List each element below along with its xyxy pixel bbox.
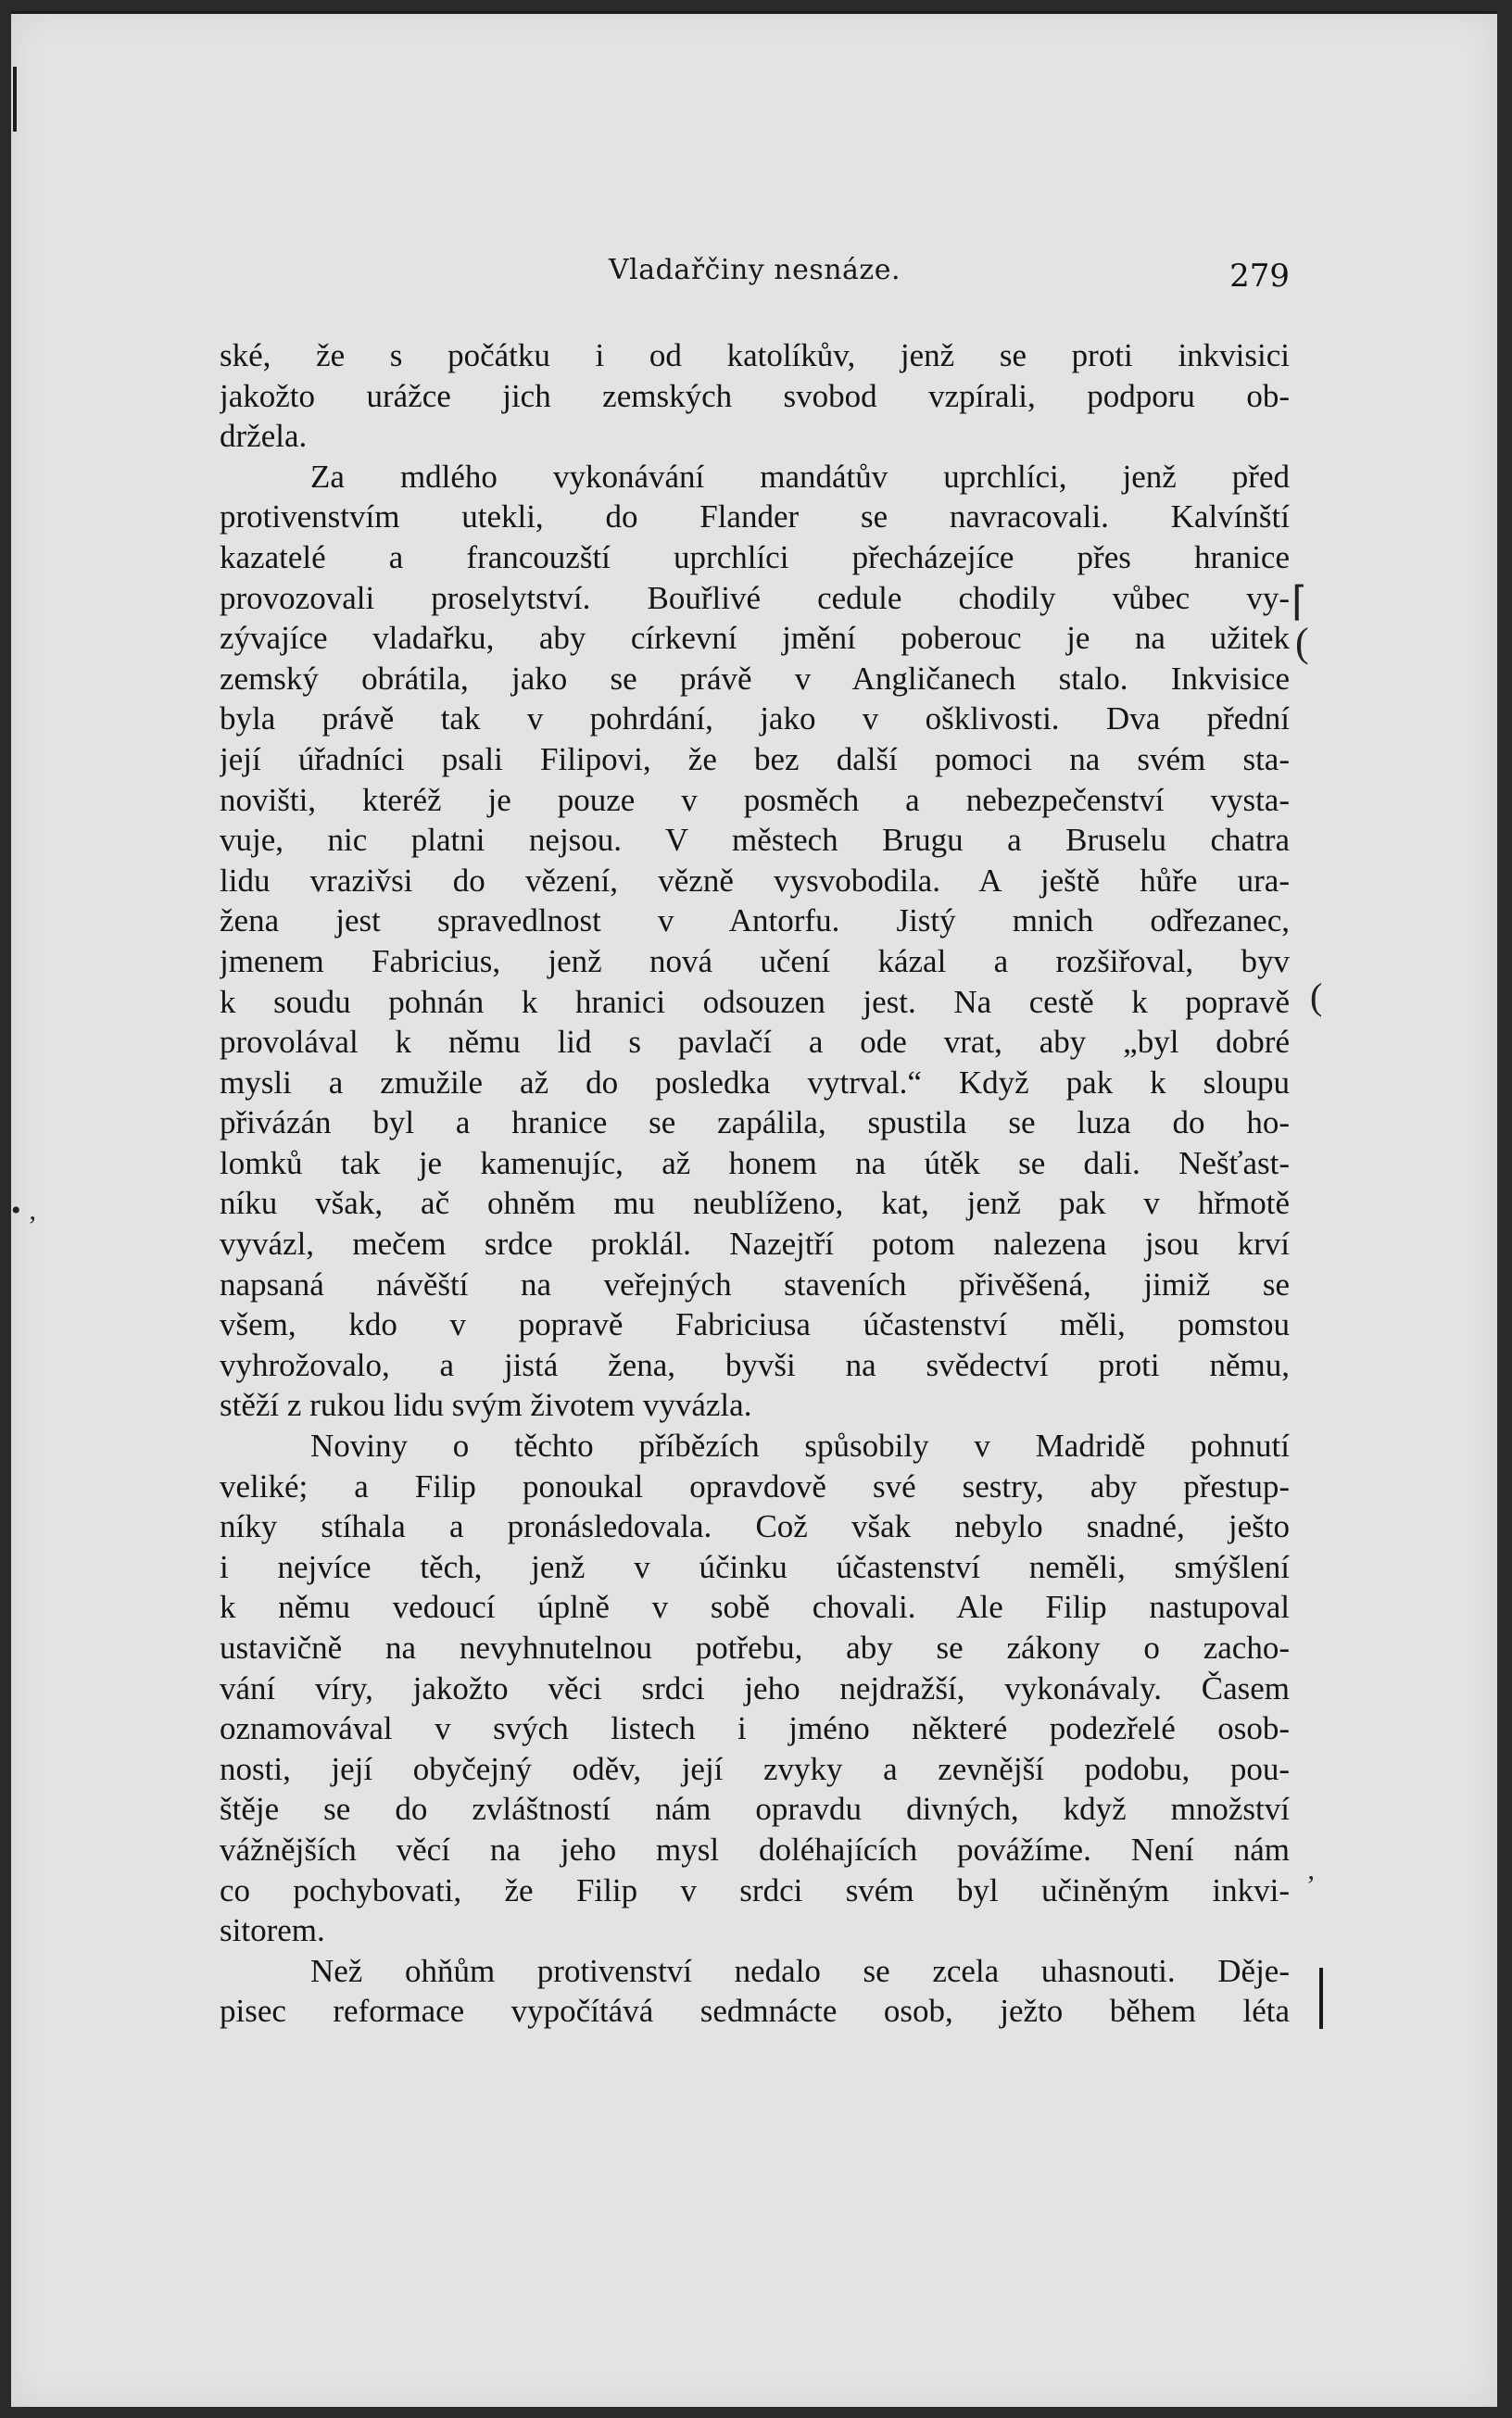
text-line: přivázán byl a hranice se zapálila, spustila se luza do ho- [220, 1104, 1290, 1141]
text-line: stěží z rukou lidu svým životem vyvázla. [220, 1387, 752, 1424]
text-line: i nejvíce těch, jenž v účinku účastenství neměli, smýšlení [220, 1548, 1290, 1585]
text-line: novišti, kteréž je pouze v posměch a nebezpečenství vysta- [220, 781, 1290, 818]
text-line: Za mdlého vykonávání mandátův uprchlíci, jenž před [310, 458, 1290, 495]
text-line: k soudu pohnán k hranici odsouzen jest. Na cestě k popravě [220, 983, 1290, 1020]
text-line: všem, kdo v popravě Fabriciusa účastenství měli, pomstou [220, 1306, 1290, 1343]
text-line: vyhrožovalo, a jistá žena, byvši na svědectví proti němu, [220, 1346, 1290, 1383]
text-line: níku však, ač ohněm mu neublíženo, kat, jenž pak v hřmotě [220, 1185, 1290, 1222]
text-line: její úřadníci psali Filipovi, že bez další pomoci na svém sta- [220, 740, 1290, 777]
text-line: vyvázl, mečem srdce proklál. Nazejtří potom nalezena jsou krví [220, 1226, 1290, 1263]
text-line: jmenem Fabricius, jenž nová učení kázal a rozšiřoval, byv [220, 942, 1290, 979]
text-line: provolával k němu lid s pavlačí a ode vrat, aby „byl dobré [220, 1024, 1290, 1061]
text-line: provozovali proselytství. Bouřlivé cedule chodily vůbec vy- [220, 579, 1290, 616]
text-line: zývajíce vladařku, aby církevní jmění poberouc je na užitek [220, 620, 1290, 657]
text-line: protivenstvím utekli, do Flander se navracovali. Kalvínští [220, 498, 1290, 535]
text-line: byla právě tak v pohrdání, jako v ošklivosti. Dva přední [220, 700, 1290, 737]
margin-dot-mark: • ‚ [11, 1195, 37, 1226]
text-line: vuje, nic platni nejsou. V městech Brugu a Bruselu chatra [220, 822, 1290, 859]
text-line: veliké; a Filip ponoukal opravdově své sestry, aby přestup- [220, 1467, 1290, 1505]
text-line: štěje se do zvláštností nám opravdu divných, když množství [220, 1791, 1290, 1828]
text-line: Noviny o těchto příbězích spůsobily v Madridě pohnutí [310, 1428, 1290, 1465]
text-line: Než ohňům protivenství nedalo se zcela uhasnouti. Děje- [310, 1952, 1290, 1989]
text-line: ské, že s počátku i od katolíkův, jenž se proti inkvisici [220, 337, 1290, 373]
text-line: vání víry, jakožto věci srdci jeho nejdražší, vykonávaly. Časem [220, 1669, 1290, 1706]
text-line: co pochybovati, že Filip v srdci svém byl učiněným inkvi- [220, 1871, 1290, 1908]
text-line: sitorem. [220, 1912, 325, 1949]
margin-tick-mark: ‚ [1306, 1855, 1316, 1885]
text-line: držela. [220, 418, 308, 455]
body-text [220, 335, 1290, 2032]
text-line: ustavičně na nevyhnutelnou potřebu, aby se zákony o zacho- [220, 1630, 1290, 1666]
text-line: pisec reformace vypočítává sedmnácte osob, ježto během léta [220, 1993, 1290, 2030]
text-line: vážnějších věcí na jeho mysl doléhajících povážíme. Není nám [220, 1831, 1290, 1868]
margin-tick-mark: ( [1310, 976, 1323, 1017]
text-line: jakožto urážce jich zemských svobod vzpírali, podporu ob- [220, 377, 1290, 414]
margin-rule-mark [1319, 1968, 1323, 2029]
text-line: k němu vedoucí úplně v sobě chovali. Ale Filip nastupoval [220, 1589, 1290, 1626]
page-number: 279 [1229, 258, 1290, 295]
text-line: lomků tak je kamenujíc, až honem na útěk se dali. Nešťast- [220, 1144, 1290, 1181]
text-line: níky stíhala a pronásledovala. Což však nebylo snadné, ješto [220, 1508, 1290, 1545]
margin-bracket-mark: ⌈ [1292, 579, 1308, 624]
text-line: mysli a zmužile až do posledka vytrval.“ Když pak k sloupu [220, 1064, 1290, 1101]
running-title: Vladařčiny nesnáze. [608, 254, 901, 286]
text-line: žena jest spravedlnost v Antorfu. Jistý mnich odřezanec, [220, 902, 1290, 939]
book-page [11, 11, 1497, 2407]
text-line: kazatelé a francouzští uprchlíci přecházejíce přes hranice [220, 538, 1290, 575]
text-line: nosti, její obyčejný oděv, její zvyky a zevnější podobu, pou- [220, 1750, 1290, 1787]
left-edge-mark [13, 67, 17, 132]
text-line: lidu vraziv̌si do vězení, vězně vysvobodila. A ještě hůře ura- [220, 862, 1290, 899]
text-line: oznamovával v svých listech i jméno některé podezřelé osob- [220, 1710, 1290, 1747]
text-line: zemský obrátila, jako se právě v Angličanech stalo. Inkvisice [220, 660, 1290, 697]
page-header [220, 254, 1290, 298]
text-line: napsaná návěští na veřejných staveních přivěšená, jimiž se [220, 1266, 1290, 1303]
margin-bracket-mark: ( [1295, 620, 1309, 665]
top-edge-mark [11, 11, 1497, 14]
